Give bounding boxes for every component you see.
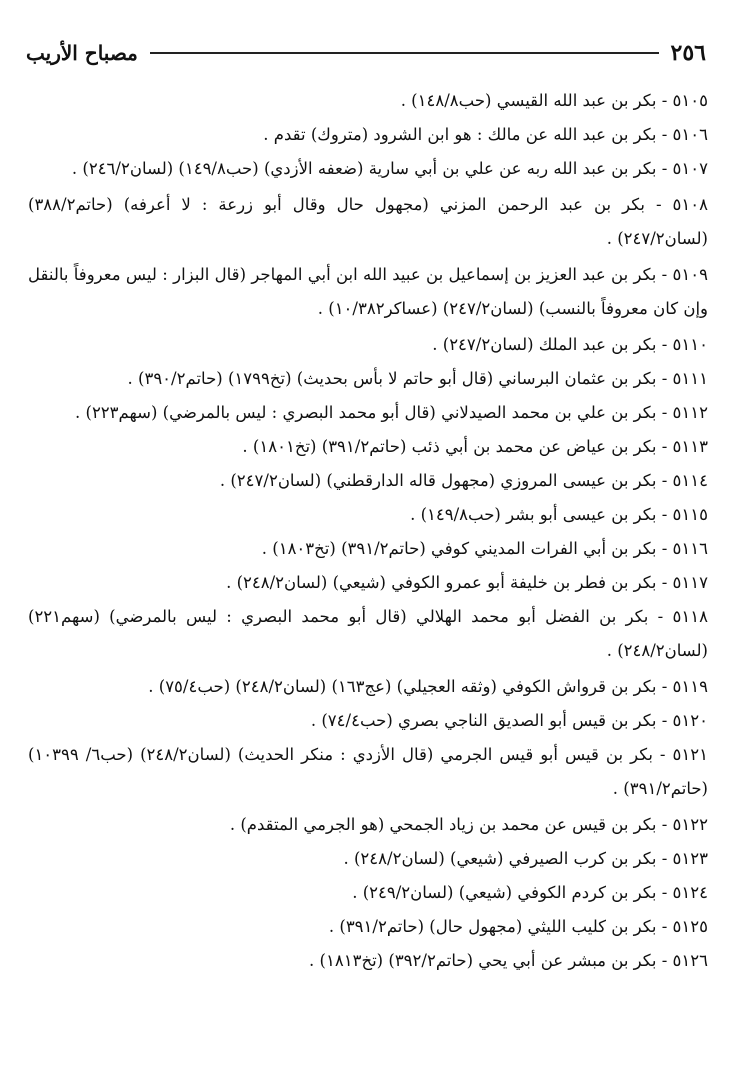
entry-5121: ٥١٢١ - بكر بن قيس أبو قيس الجرمي (قال الأزدي : منكر الحديث) (لسان٢٤٨/٢) (حب٦/ ١٠٣٩٩) (حاتم٣٩١/٢) . [28, 745, 708, 798]
entry-5115: ٥١١٥ - بكر بن عيسى أبو بشر (حب١٤٩/٨) . [410, 505, 708, 524]
running-header [26, 38, 706, 68]
entry-5125: ٥١٢٥ - بكر بن كليب الليثي (مجهول حال) (حاتم٣٩١/٢) . [328, 917, 708, 936]
entry-5111: ٥١١١ - بكر بن عثمان البرساني (قال أبو حاتم لا بأس بحديث) (تخ١٧٩٩) (حاتم٣٩٠/٢) . [127, 369, 708, 388]
entry-5123: ٥١٢٣ - بكر بن كرب الصيرفي (شيعي) (لسان٢٤٨/٢) . [343, 849, 708, 868]
entry-5114: ٥١١٤ - بكر بن عيسى المروزي (مجهول قاله الدارقطني) (لسان٢٤٧/٢) . [219, 471, 708, 490]
entry-5108: ٥١٠٨ - بكر بن عبد الرحمن المزني (مجهول حال وقال أبو زرعة : لا أعرفه) (حاتم٣٨٨/٢) (لسان٢٤٧/٢) . [28, 195, 708, 248]
header-rule [150, 52, 659, 54]
entry-5124: ٥١٢٤ - بكر بن كردم الكوفي (شيعي) (لسان٢٤٩/٢) . [352, 883, 708, 902]
entry-5126: ٥١٢٦ - بكر بن مبشر عن أبي يحي (حاتم٣٩٢/٢) (تخ١٨١٣) . [309, 951, 708, 970]
entry-5119: ٥١١٩ - بكر بن قرواش الكوفي (وثقه العجيلي) (عج١٦٣) (لسان٢٤٨/٢) (حب٧٥/٤) . [148, 677, 708, 696]
entry-5113: ٥١١٣ - بكر بن عياض عن محمد بن أبي ذئب (حاتم٣٩١/٢) (تخ١٨٠١) . [242, 437, 708, 456]
entry-5120: ٥١٢٠ - بكر بن قيس أبو الصديق الناجي بصري (حب٧٤/٤) . [310, 711, 708, 730]
entry-list [28, 84, 708, 978]
entry-5116: ٥١١٦ - بكر بن أبي الفرات المديني كوفي (حاتم٣٩١/٢) (تخ١٨٠٣) . [261, 539, 708, 558]
entry-5118: ٥١١٨ - بكر بن الفضل أبو محمد الهلالي (قال أبو محمد البصري : ليس بالمرضي) (سهم٢٢١) (لسان٢٤٨/٢) . [28, 607, 708, 660]
entry-5122: ٥١٢٢ - بكر بن قيس عن محمد بن زياد الجمحي (هو الجرمي المتقدم) . [229, 815, 708, 834]
book-title: مصباح الأريب [26, 41, 138, 65]
entry-5109: ٥١٠٩ - بكر بن عبد العزيز بن إسماعيل بن عبيد الله ابن أبي المهاجر (قال البزار : ليس معروفاً بالنقل وإن كان معروفاً بالنسب) (لسان٢٤٧/٢) (عساكر١٠/٣٨٢) . [28, 265, 708, 318]
entry-5107: ٥١٠٧ - بكر بن عبد الله ربه عن علي بن أبي سارية (ضعفه الأزدي) (حب١٤٩/٨) (لسان٢٤٦/٢) . [71, 159, 708, 178]
entry-5112: ٥١١٢ - بكر بن علي بن محمد الصيدلاني (قال أبو محمد البصري : ليس بالمرضي) (سهم٢٢٣) . [75, 403, 708, 422]
page-number: ٢٥٦ [670, 40, 706, 66]
entry-5106: ٥١٠٦ - بكر بن عبد الله عن مالك : هو ابن الشرود (متروك) تقدم . [263, 125, 708, 144]
entry-5110: ٥١١٠ - بكر بن عبد الملك (لسان٢٤٧/٢) . [432, 335, 708, 354]
entry-5117: ٥١١٧ - بكر بن فطر بن خليفة أبو عمرو الكوفي (شيعي) (لسان٢٤٨/٢) . [226, 573, 708, 592]
entry-5105: ٥١٠٥ - بكر بن عبد الله القيسي (حب١٤٨/٨) . [400, 91, 708, 110]
